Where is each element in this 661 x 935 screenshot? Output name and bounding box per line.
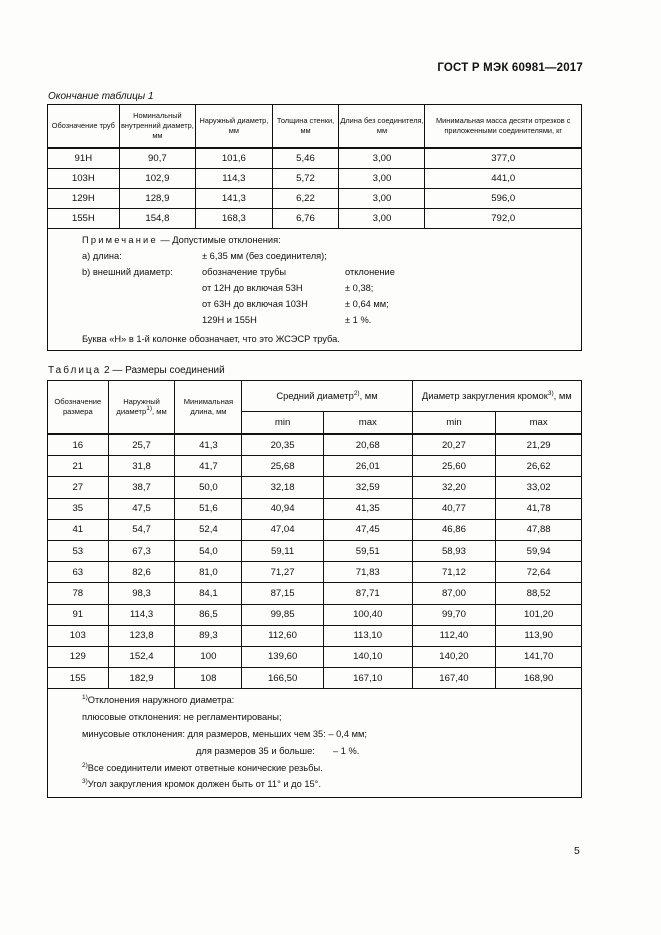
table-cell: 99,85 (242, 604, 324, 625)
table2-caption (48, 365, 225, 376)
table-cell: 41 (48, 519, 109, 540)
note-b-dev: ± 1 %. (345, 315, 372, 325)
note-b-dev: ± 0,64 мм; (345, 299, 389, 309)
table-cell: 40,94 (242, 498, 324, 519)
table2-header-avg-min: min (242, 412, 324, 435)
table-cell: 51,6 (175, 498, 242, 519)
table-row (48, 519, 582, 540)
footnote-1-minus2: для размеров 35 и больше: – 1 %. (196, 746, 360, 757)
table-cell: 86,5 (175, 604, 242, 625)
table-row (48, 562, 582, 583)
table-cell: 71,83 (323, 562, 412, 583)
table-cell: 102,9 (119, 169, 195, 189)
table-cell: 91H (48, 148, 120, 169)
table-row (48, 625, 582, 646)
table-row (48, 583, 582, 604)
table-cell: 128,9 (119, 189, 195, 209)
note-a-value: ± 6,35 мм (без соединителя); (202, 251, 327, 261)
table-cell: 47,45 (323, 519, 412, 540)
table-cell: 25,7 (108, 434, 175, 456)
footnote-1-plus: плюсовые отклонения: не регламентированы; (82, 712, 282, 723)
table-cell: 3,00 (339, 209, 425, 229)
table-cell: 47,5 (108, 498, 175, 519)
table-cell: 103H (48, 169, 120, 189)
table2-caption-label: Таблица (48, 365, 102, 376)
table-cell: 6,76 (272, 209, 339, 229)
table-cell: 72,64 (496, 562, 582, 583)
table-cell: 129H (48, 189, 120, 209)
table-cell: 139,60 (242, 646, 324, 667)
table2-header-size: Обозначение размера (48, 381, 109, 435)
table-cell: 41,7 (175, 456, 242, 477)
table-row (48, 604, 582, 625)
table-cell: 123,8 (108, 625, 175, 646)
table-cell: 87,00 (412, 583, 496, 604)
table-cell: 35 (48, 498, 109, 519)
table-cell: 792,0 (425, 209, 582, 229)
note-prefix: Примечание (82, 235, 158, 245)
table1-header-length: Длина без соединителя, мм (339, 105, 425, 149)
table-cell: 25,68 (242, 456, 324, 477)
table-cell: 91 (48, 604, 109, 625)
table-cell: 41,3 (175, 434, 242, 456)
note-b-col-header: обозначение трубы (202, 267, 287, 277)
table-cell: 81,0 (175, 562, 242, 583)
table-cell: 26,01 (323, 456, 412, 477)
table2-header-avg-diameter: Средний диаметр$^{2)}$, мм (242, 381, 412, 412)
table1-header-outer: Наружный диаметр, мм (196, 105, 272, 149)
table-row (48, 477, 582, 498)
table-cell: 33,02 (496, 477, 582, 498)
table1-header-nominal: Номинальный внутренний диаметр, мм (119, 105, 195, 149)
table-cell: 168,3 (196, 209, 272, 229)
table-cell: 112,40 (412, 625, 496, 646)
note-b-range: 129H и 155H (202, 315, 257, 325)
table-cell: 26,62 (496, 456, 582, 477)
table-cell: 40,77 (412, 498, 496, 519)
table-cell: 27 (48, 477, 109, 498)
table-cell: 84,1 (175, 583, 242, 604)
table-cell: 113,90 (496, 625, 582, 646)
table-cell: 101,6 (196, 148, 272, 169)
table2-header-round-max: max (496, 412, 582, 435)
table-cell: 155H (48, 209, 120, 229)
table-cell: 596,0 (425, 189, 582, 209)
table-cell: 58,93 (412, 540, 496, 561)
table-cell: 108 (175, 668, 242, 689)
table-cell: 6,22 (272, 189, 339, 209)
table-row (48, 434, 582, 456)
table-cell: 90,7 (119, 148, 195, 169)
table-cell: 182,9 (108, 668, 175, 689)
table-cell: 154,8 (119, 209, 195, 229)
table-row (48, 498, 582, 519)
note-b-range: от 63H до включая 103H (202, 299, 308, 309)
table2-header-round-diameter: Диаметр закругления кромок$^{3)}$, мм (412, 381, 581, 412)
table-cell: 101,20 (496, 604, 582, 625)
table2-header-round-min: min (412, 412, 496, 435)
table-cell: 46,86 (412, 519, 496, 540)
table-cell: 71,12 (412, 562, 496, 583)
table-cell: 89,3 (175, 625, 242, 646)
table-cell: 155 (48, 668, 109, 689)
table-cell: 59,11 (242, 540, 324, 561)
table-cell: 3,00 (339, 169, 425, 189)
table1-header-pipe: Обозначение труб (48, 105, 120, 149)
table2-header-min-length: Минимальная длина, мм (175, 381, 242, 435)
table-cell: 59,51 (323, 540, 412, 561)
table1-header-wall: Толщина стенки, мм (272, 105, 339, 149)
table2-caption-text: 2 — Размеры соединений (101, 365, 225, 376)
table-cell: 129 (48, 646, 109, 667)
table-cell: 25,60 (412, 456, 496, 477)
table-cell: 20,27 (412, 434, 496, 456)
footnote-1-title: $^{1)}$ Отклонения наружного диаметра: (82, 694, 235, 706)
table-cell: 3,00 (339, 189, 425, 209)
note-a-label: а) длина: (82, 251, 122, 261)
table-cell: 141,70 (496, 646, 582, 667)
table-cell: 152,4 (108, 646, 175, 667)
table-cell: 167,40 (412, 668, 496, 689)
table2-header-avg-max: max (323, 412, 412, 435)
table-cell: 38,7 (108, 477, 175, 498)
table-cell: 54,7 (108, 519, 175, 540)
note-b-dev: ± 0,38; (345, 283, 374, 293)
table-row (48, 169, 582, 189)
table2 (47, 380, 582, 798)
table-cell: 113,10 (323, 625, 412, 646)
table-cell: 167,10 (323, 668, 412, 689)
table-cell: 53 (48, 540, 109, 561)
table-cell: 50,0 (175, 477, 242, 498)
table-cell: 47,04 (242, 519, 324, 540)
table-cell: 20,68 (323, 434, 412, 456)
table1-note (48, 229, 582, 351)
table-cell: 20,35 (242, 434, 324, 456)
footnote-3: $^{3)}$ Угол закругления кромок должен быть от 11° и до 15°. (82, 778, 321, 790)
note-letter: Буква «H» в 1-й колонке обозначает, что это ЖСЭСР труба. (82, 334, 340, 344)
table-cell: 100,40 (323, 604, 412, 625)
table-cell: 112,60 (242, 625, 324, 646)
table-row (48, 148, 582, 169)
table-cell: 98,3 (108, 583, 175, 604)
page-number: 5 (574, 845, 580, 857)
table1-caption: Окончание таблицы 1 (48, 91, 154, 102)
table-row (48, 540, 582, 561)
table-cell: 59,94 (496, 540, 582, 561)
footnote-1-minus: минусовые отклонения: для размеров, меньших чем 35: – 0,4 мм; (82, 729, 368, 740)
table-cell: 47,88 (496, 519, 582, 540)
footnote-2: $^{2)}$ Все соединители имеют ответные конические резьбы. (82, 762, 323, 774)
table-cell: 31,8 (108, 456, 175, 477)
table-row (48, 456, 582, 477)
table-cell: 63 (48, 562, 109, 583)
table2-footnotes (48, 689, 582, 798)
table-cell: 16 (48, 434, 109, 456)
table-cell: 71,27 (242, 562, 324, 583)
note-b-label: b) внешний диаметр: (82, 267, 173, 277)
table-cell: 100 (175, 646, 242, 667)
table-cell: 67,3 (108, 540, 175, 561)
table-cell: 168,90 (496, 668, 582, 689)
table-cell: 78 (48, 583, 109, 604)
document-standard-header: ГОСТ Р МЭК 60981—2017 (437, 62, 583, 74)
table-cell: 377,0 (425, 148, 582, 169)
table-cell: 82,6 (108, 562, 175, 583)
table-cell: 21,29 (496, 434, 582, 456)
note-b-range: от 12H до включая 53H (202, 283, 303, 293)
table-cell: 21 (48, 456, 109, 477)
table-cell: 41,35 (323, 498, 412, 519)
table-cell: 5,72 (272, 169, 339, 189)
note-b-dev-header: отклонение (345, 267, 395, 277)
table1-header-mass: Минимальная масса десяти отрезков с приложенными соединителями, кг (425, 105, 582, 149)
table-cell: 3,00 (339, 148, 425, 169)
table-cell: 54,0 (175, 540, 242, 561)
table1 (47, 104, 582, 351)
table-row (48, 646, 582, 667)
table-cell: 32,59 (323, 477, 412, 498)
table-cell: 141,3 (196, 189, 272, 209)
table-cell: 99,70 (412, 604, 496, 625)
table-cell: 41,78 (496, 498, 582, 519)
table-cell: 140,10 (323, 646, 412, 667)
table-cell: 88,52 (496, 583, 582, 604)
table-cell: 441,0 (425, 169, 582, 189)
table-cell: 114,3 (108, 604, 175, 625)
table-cell: 32,18 (242, 477, 324, 498)
table-cell: 166,50 (242, 668, 324, 689)
table-row (48, 189, 582, 209)
table-cell: 87,71 (323, 583, 412, 604)
note-title: — Допустимые отклонения: (157, 235, 281, 245)
table-row (48, 668, 582, 689)
table-cell: 87,15 (242, 583, 324, 604)
table2-header-outer: Наружный диаметр$^{1)}$, мм (108, 381, 175, 435)
table-cell: 103 (48, 625, 109, 646)
table-cell: 52,4 (175, 519, 242, 540)
table-cell: 114,3 (196, 169, 272, 189)
table-row (48, 209, 582, 229)
table-cell: 32,20 (412, 477, 496, 498)
table-cell: 5,46 (272, 148, 339, 169)
table-cell: 140,20 (412, 646, 496, 667)
